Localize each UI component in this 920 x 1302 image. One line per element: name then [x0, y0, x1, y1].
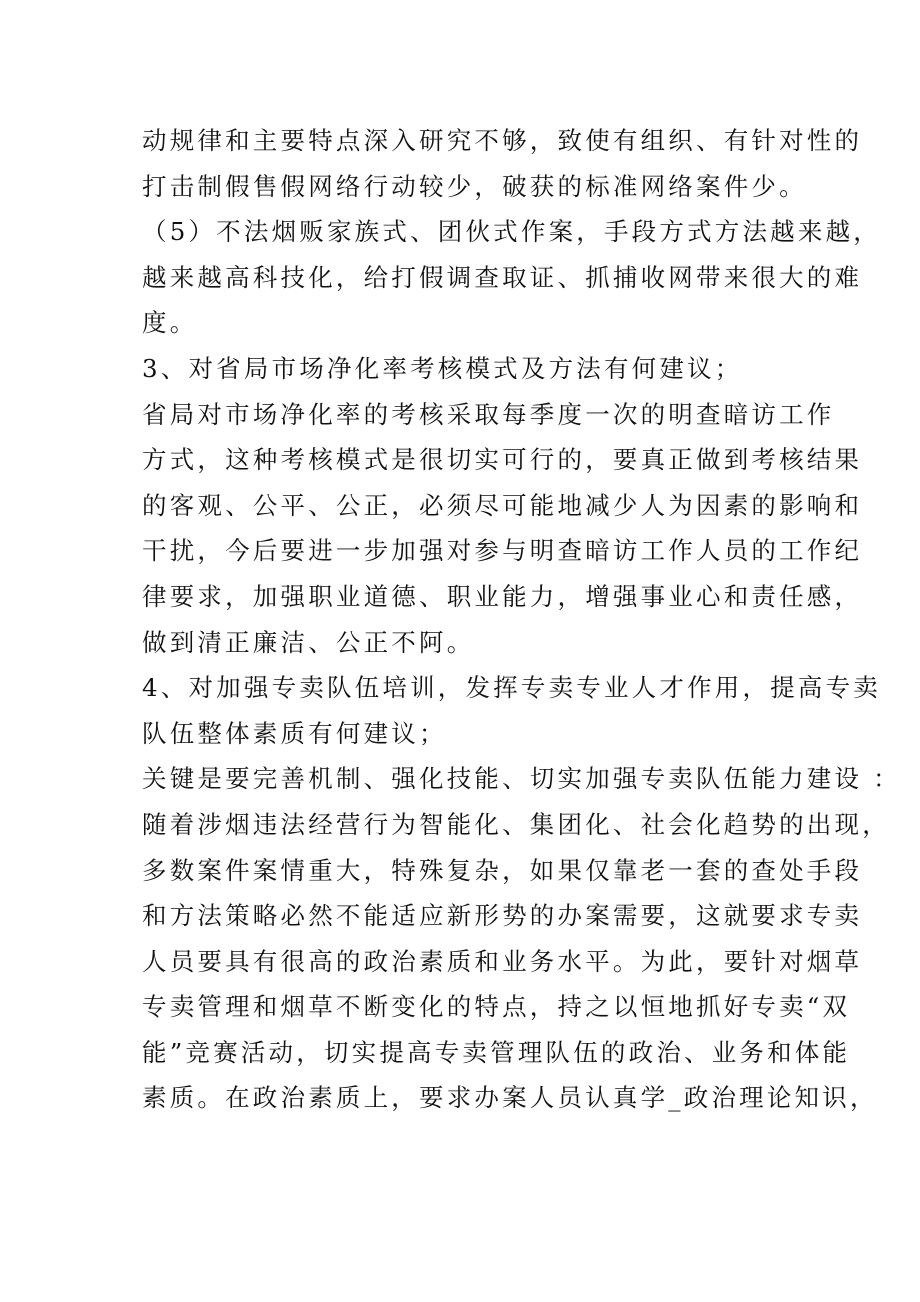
text-line: 省局对市场净化率的考核采取每季度一次的明查暗访工作 [142, 399, 835, 429]
text-line: 方式，这种考核模式是很切实可行的，要真正做到考核结果 [142, 445, 863, 475]
text-line: 能”竞赛活动，切实提高专卖管理队伍的政治、业务和体能 [142, 1037, 851, 1067]
text-line: 随着涉烟违法经营行为智能化、集团化、社会化趋势的出现， [142, 809, 890, 839]
body-text [142, 118, 901, 1121]
text-line: 人员要具有很高的政治素质和业务水平。为此，要针对烟草 [142, 946, 863, 976]
text-line: 做到清正廉洁、公正不阿。 [142, 627, 475, 657]
text-line: 打击制假售假网络行动较少，破获的标准网络案件少。 [142, 171, 807, 201]
section-heading-3: 3、对省局市场净化率考核模式及方法有何建议； [142, 353, 743, 383]
text-line: 队伍整体素质有何建议； [142, 718, 447, 748]
text-line: 度。 [142, 308, 198, 338]
text-line: 关键是要完善机制、强化技能、切实加强专卖队伍能力建设 ： [142, 764, 901, 794]
text-line: 干扰，今后要进一步加强对参与明查暗访工作人员的工作纪 [142, 536, 863, 566]
text-line: 的客观、公平、公正，必须尽可能地减少人为因素的影响和 [142, 490, 863, 520]
text-line: 专卖管理和烟草不断变化的特点，持之以恒地抓好专卖“双 [142, 992, 851, 1022]
text-line: （5）不法烟贩家族式、团伙式作案，手段方式方法越来越， [142, 217, 881, 247]
text-line: 动规律和主要特点深入研究不够，致使有组织、有针对性的 [142, 126, 863, 155]
text-line: 律要求，加强职业道德、职业能力，增强事业心和责任感， [142, 581, 863, 611]
section-heading-4: 4、对加强专卖队伍培训，发挥专卖专业人才作用，提高专卖 [142, 673, 881, 703]
text-line: 多数案件案情重大，特殊复杂，如果仅靠老一套的查处手段 [142, 855, 863, 885]
text-line: 和方法策略必然不能适应新形势的办案需要，这就要求专卖 [142, 901, 863, 931]
text-line: 越来越高科技化，给打假调查取证、抓捕收网带来很大的难 [142, 262, 863, 292]
text-line: 素质。在政治素质上，要求办案人员认真学_政治理论知识， [142, 1083, 878, 1113]
